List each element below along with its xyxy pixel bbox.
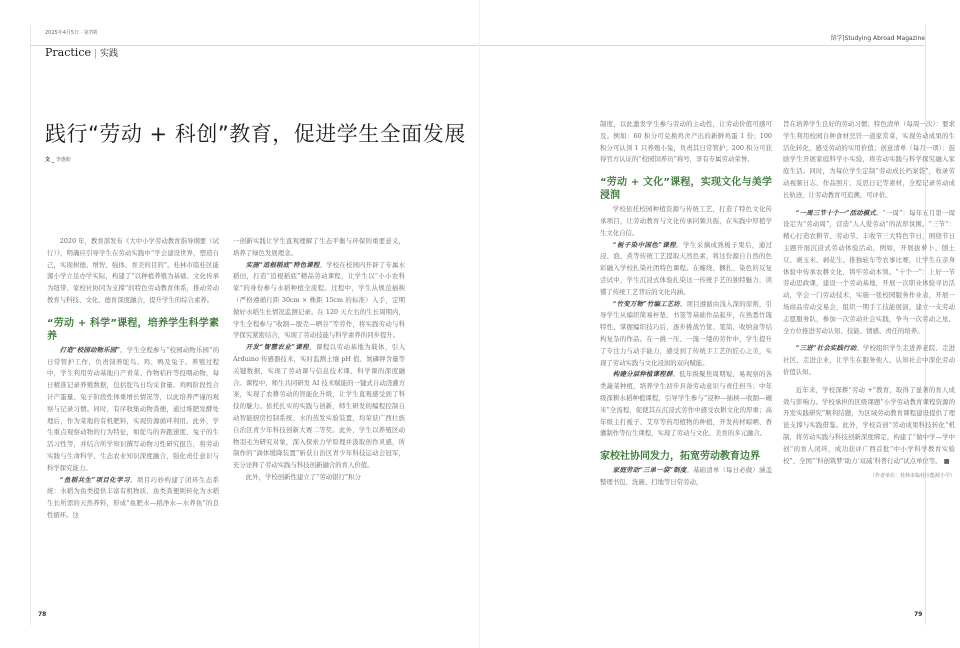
column-2 — [233, 236, 405, 484]
paragraph-lead: “鱼稻共生”项目化学习 — [59, 475, 131, 484]
section-heading-culture: “劳动 + 文化”课程，实现文化与美学浸润 — [600, 177, 772, 202]
column-4 — [783, 119, 955, 483]
section-en: Practice — [45, 46, 91, 59]
paragraph: 学校依托校园种植资源与传统工艺，打造了特色文化传承项目，让劳动教育与文化传承同频共振，在实践中厚植学生文化自信。 — [600, 205, 772, 237]
section-cn: 实践 — [100, 49, 119, 59]
article-title: 践行“劳动 + 科创”教育，促进学生全面发展 — [45, 122, 466, 146]
paragraph-continued: 制度，以此激发学生参与劳动的主动性，让劳动价值可感可及。例如：60 积分可兑换鸡舍产出的新鲜鸡蛋 1 份；100 积分可认领 1 只养殖小兔，负责其日常管护；200 积分可获得官方认证的“校园饲养员”称号，享有专属劳动荣誉。 — [600, 120, 772, 164]
paragraph-lead: 构建分层种植课程群 — [612, 370, 673, 379]
paragraph-lead: “竹变万物”竹编工艺坊 — [612, 299, 680, 308]
section-separator: | — [94, 49, 98, 59]
paragraph: 近年来，学校深耕“劳动 +”教育，取得了显著的育人成效与影响力。学校承担的区级课题“小学劳动教育课程资源的开发实践研究”顺利结题，为区域劳动教育课程建设提供了理论支撑与实践借鉴。此外，学校首创“劳动成果科技转化”机制，将劳动实践与科技创新深度绑定，构建了“做中学—学中创”的育人闭环，成功获评广西首批“中小学科学教育实验校”、全国“‘科创筑梦’助力‘双减’科普行动”试点单位等。 ■ — [783, 385, 955, 465]
paragraph: 打造“校园动物乐园”。学生全程参与“校园动物乐园”的日常管护工作，负责饲养鸵鸟、鸡、鸭及兔子。养殖过程中，学生利用劳动基地自产青菜、作物秸秆等投喂动物，每日精准记录养殖数据，包括鸵鸟日均采食量、鸡鸭阶段性合计产蛋量、兔子阶段性体重增长情况等，以此培养严谨的观察与记录习惯。同时，有序收集动物粪便，通过堆肥发酵处理后，作为菜地的有机肥料，实现资源循环利用。此外，学生重点观察动物的行为特征，如鸵鸟的奔跑速度、兔子的生活习性等，并结合所学知识撰写动物习性研究报告，将劳动实践与生命科学、生态农业知识深度融合，强化责任意识与科学探究能力。 — [47, 345, 219, 472]
page-number-right: 79 — [914, 611, 923, 618]
paragraph: 家庭劳动“三单一袋”制度。基础清单（每日必做）涵盖整理书包、洗碗、扫地等日常劳动， — [600, 466, 772, 486]
paragraph-lead: “栀子染中国色”课程 — [612, 240, 677, 249]
paragraph-lead: 打造“校园动物乐园” — [59, 345, 120, 354]
paragraph: “一周三节十个一”活动模式。“一周”：每年五月第一周设定为“劳动周”，营造“人人爱劳动”的浓厚氛围。“三节”：精心打造农耕节、劳动节、丰收节三大特色节日，围绕节日主题开展沉浸式劳动体验活动，例如，开展拔萝卜、刨土豆、剥玉米、剥花生、推独轮车等农事比赛，让学生在亲身体验中传承农耕文化，铸牢劳动本领。“十个一”：上好一节劳动思政课，建设一个劳动基地，开展一次职业体验寻访活动，学会一门劳动技术，实施一张校园服务作业表，开展一场商品劳动交易会，组织一期手工技能展演，建立一支劳动志愿服务队，参加一次劳动社会实践，争当一次劳动之星，全方位推进劳动认知、技能、情感、责任的培养。 — [783, 208, 955, 335]
page-edge-line — [30, 25, 31, 625]
paragraph-lead: 开发“智慧农业”课程 — [245, 343, 310, 352]
paragraph-continued: 一创新实践让学生直观理解了生态平衡与环保的重要意义，培养了绿色发展理念。 — [233, 237, 405, 257]
section-heading-cooperation: 家校社协同发力，拓宽劳动教育边界 — [600, 451, 760, 463]
paragraph: “栀子染中国色”课程。学生采摘成熟栀子果后，通过浸、泡、煮等传统工艺提取天然色素，将这份源自自然的色彩融入学校扎染社团特色课程。在缠绕、捆扎、染色的反复尝试中，学生沉浸式体验扎染这一传统手艺的独特魅力，读懂了传统工艺背后的文化内涵。 — [600, 240, 772, 296]
paragraph: “三进”社会实践行动。学校组织学生走进养老院、走进社区、走进企业，让学生在服务他人、认知社会中深化劳动价值认知。 — [783, 344, 956, 376]
paragraph-continued: 旨在培养学生良好的劳动习惯；特色清单（每周一次）：要求学生利用校园自种食材烹饪一道家常菜，实现劳动成果的生活化转化，感受劳动的实用价值；创意清单（每月一项）：鼓励学生开展家庭科学小实验，将劳动实践与科学探究融入家庭生活。同时，为每位学生定制“劳动成长档案袋”，收录劳动视频日志、作品照片、反思日记等素材，全程记录劳动成长轨迹，让劳动教育可追溯、可评价。 — [783, 120, 955, 199]
paragraph: 此外，学校创新性建立了“劳动银行”积分 — [245, 472, 361, 481]
right-page — [480, 0, 960, 648]
byline — [45, 156, 71, 163]
paragraph-lead: “一周三节十个一”活动模式 — [795, 208, 876, 217]
paragraph: “竹变万物”竹编工艺坊。项目遵循由浅入深的原则，引导学生从编织简易杯垫、书签等基础作品起步，在熟悉竹篾特性、掌握编织技巧后，逐步挑战竹筐、笔筒、收纳盒等结构复杂的作品。在一挑一压、一篾一缕的劳作中，学生提升了专注力与动手能力，感受到了传统手工艺的匠心之美，实现了劳动实践与文化浸润的双向赋能。 — [600, 299, 773, 367]
paragraph: “鱼稻共生”项目化学习。项目巧妙构建了闭环生态系统：水稻为鱼类提供丰富有机物质，鱼类粪便则转化为水稻生长所需的天然养料，形成“鱼肥水—稻净水—水养鱼”的良性循环。这 — [47, 475, 219, 519]
paragraph-lead: 家庭劳动“三单一袋”制度 — [612, 466, 687, 475]
paragraph: 实施“追根稻底”特色课程。学校在校园内开辟了专属水稻田，打造“追根稻底”精品劳动课程，让学生以“小小农科家”的身份参与水稻种植全流程。过程中，学生从规范插秧（严格遵循行距 30cm × 株距 15cm 的标准）入手，定期做好水稻生长情况监测记录。在 120 天左右的生长周期内，学生全程参与“收割—脱壳—晒谷”等劳作，将实践劳动与科学探究紧密结合，实现了劳动技能与科学素养的同步提升。 — [233, 260, 405, 340]
end-mark-icon: ■ — [943, 456, 950, 465]
column-1 — [47, 236, 219, 522]
paragraph-lead: “三进”社会实践行动 — [795, 344, 857, 353]
intro-paragraph: 2020 年，教育部发布《大中小学劳动教育指导纲要（试行）》，明确应引导学生在劳动实践中“学会建设世界，塑造自己，实现树德、增智、强体、育美的目的”。桂林市临桂区能源小学立足办学实际，构建了“以种植养殖为基础、文化传承为纽带、家校社协同为支撑”的特色劳动教育体系，推动劳动教育与科技、文化、德育深度融合，提升学生的综合素养。 — [47, 237, 219, 304]
paragraph: 开发“智慧农业”课程。课程以劳动基地为载体，引入 Arduino 传感器技术，实时监测土壤 pH 值、氮磷钾含量等关键数据，实现了劳动课与信息技术课、科学课的深度融合。课程中，师生共同研发 AI 技术赋能的一键式自动浇灌方案，实现了农耕劳动的智能化升级，让学生直观感受到了科技的魅力。依托扎实的实践与创新，师生研发的编程控制自动智能厨房控制系统、水的蒸发实验装置，均荣获广西壮族自治区青少年科技创新大赛二等奖。此外，学生以养殖区动物羽毛为研究对象，深入探索力学原理并汲取创作灵感，所制作的“滴体缓降装置”斩获自治区青少年科技运动会冠军，充分诠释了劳动实践与科技创新融合的育人价值。 — [233, 343, 405, 470]
header-rule — [480, 45, 925, 46]
issue-date: 2025年4月5日 · 第7期 — [45, 30, 98, 36]
paragraph-lead: 实施“追根稻底”特色课程 — [245, 260, 320, 269]
section-heading-science: “劳动 + 科学”课程，培养学生科学素养 — [47, 317, 219, 342]
byline-label: 文 _ — [45, 157, 55, 163]
page-number-left: 78 — [38, 611, 47, 618]
section-label — [45, 46, 118, 59]
byline-author: 李惠盼 — [55, 157, 71, 163]
paragraph: 构建分层种植课程群。低年级聚焦周期短、易观察的各类蔬菜种植，培养学生初步具备劳动意识与责任担当；中年级深耕水稻种植课程，引导学生参与“浸种—插秧—收割—碾米”全流程，促使其在沉浸式劳作中感受农耕文化的厚重；高年级主打栀子、艾草等药用植物的种植，开发药材晾晒、香囊制作等衍生课程，实现了劳动与文化、美育的多元融合。 — [600, 370, 773, 438]
column-3 — [600, 119, 772, 489]
magazine-name: 留学|Studying Abroad Magazine — [830, 35, 925, 42]
author-affiliation: （作者单位：桂林市临桂区能源小学） — [869, 473, 955, 480]
